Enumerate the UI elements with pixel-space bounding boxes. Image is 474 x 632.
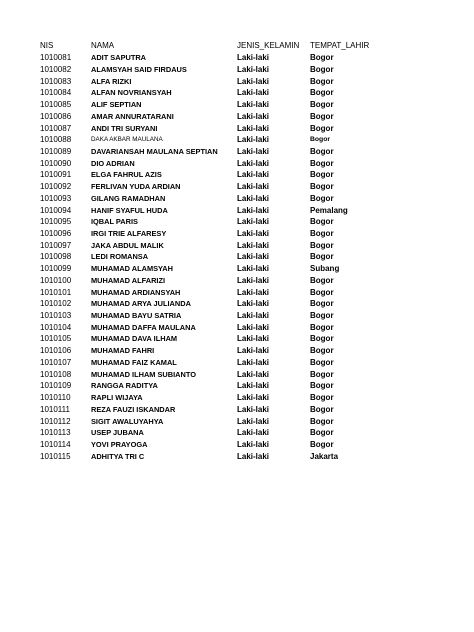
- cell-nis: 1010104: [40, 322, 72, 332]
- cell-tempat-lahir: Bogor: [310, 287, 334, 297]
- table-row: [0, 205, 474, 217]
- table-row: [0, 427, 474, 439]
- cell-nis: 1010109: [40, 381, 72, 391]
- cell-tempat-lahir: Bogor: [310, 369, 334, 379]
- cell-jenis-kelamin: Laki-laki: [237, 264, 270, 274]
- cell-nis: 1010093: [40, 193, 72, 203]
- cell-nama: ALIF SEPTIAN: [91, 100, 142, 110]
- cell-nama: SIGIT AWALUYAHYA: [91, 416, 164, 426]
- cell-tempat-lahir: Bogor: [310, 229, 334, 238]
- table-row: [0, 263, 474, 275]
- cell-jenis-kelamin: Laki-laki: [237, 217, 270, 227]
- cell-jenis-kelamin: Laki-laki: [237, 252, 270, 262]
- cell-tempat-lahir: Bogor: [310, 240, 334, 250]
- cell-nis: 1010092: [40, 182, 72, 192]
- cell-tempat-lahir: Bogor: [310, 404, 334, 414]
- cell-tempat-lahir: Pemalang: [310, 205, 348, 215]
- cell-jenis-kelamin: Laki-laki: [237, 193, 270, 203]
- cell-nama: MUHAMAD DAFFA MAULANA: [91, 322, 196, 332]
- cell-jenis-kelamin: Laki-laki: [237, 100, 270, 110]
- table-row: [0, 64, 474, 76]
- cell-nama: ADIT SAPUTRA: [91, 53, 147, 63]
- cell-nis: 1010099: [40, 264, 72, 274]
- cell-nis: 1010091: [40, 170, 72, 180]
- cell-jenis-kelamin: Laki-laki: [237, 64, 270, 74]
- cell-nis: 1010090: [40, 158, 72, 168]
- cell-nis: 1010097: [40, 240, 72, 250]
- cell-nama: FERLIVAN YUDA ARDIAN: [91, 182, 181, 192]
- table-row: [0, 240, 474, 252]
- cell-tempat-lahir: Bogor: [310, 123, 334, 133]
- cell-nis: 1010088: [40, 135, 72, 145]
- cell-nama: IQBAL PARIS: [91, 217, 138, 227]
- table-row: [0, 287, 474, 299]
- cell-nama: ELGA FAHRUL AZIS: [91, 170, 162, 180]
- cell-nama: YOVI PRAYOGA: [91, 439, 148, 449]
- cell-jenis-kelamin: Laki-laki: [237, 381, 270, 391]
- table-row: [0, 333, 474, 345]
- cell-nis: 1010113: [40, 428, 71, 438]
- table-row: [0, 99, 474, 111]
- table-row: [0, 275, 474, 287]
- cell-tempat-lahir: Bogor: [310, 322, 334, 332]
- table-row: [0, 251, 474, 263]
- table-row: [0, 322, 474, 334]
- cell-nama: DIO ADRIAN: [91, 158, 135, 168]
- cell-jenis-kelamin: Laki-laki: [237, 451, 270, 461]
- cell-jenis-kelamin: Laki-laki: [237, 205, 270, 215]
- cell-jenis-kelamin: Laki-laki: [237, 369, 270, 379]
- cell-nis: 1010087: [40, 123, 72, 133]
- table-row: [0, 345, 474, 357]
- cell-jenis-kelamin: Laki-laki: [237, 111, 270, 121]
- cell-jenis-kelamin: Laki-laki: [237, 229, 270, 238]
- table-row: [0, 404, 474, 416]
- cell-tempat-lahir: Bogor: [310, 311, 334, 321]
- table-row: [0, 357, 474, 369]
- cell-nama: GILANG RAMADHAN: [91, 193, 166, 203]
- table-row: [0, 416, 474, 428]
- cell-tempat-lahir: Bogor: [310, 252, 334, 262]
- cell-jenis-kelamin: Laki-laki: [237, 311, 270, 321]
- cell-jenis-kelamin: Laki-laki: [237, 240, 270, 250]
- cell-tempat-lahir: Bogor: [310, 357, 334, 367]
- header-nis: NIS: [40, 41, 54, 50]
- cell-tempat-lahir: Bogor: [310, 439, 334, 449]
- table-header-row: [0, 40, 474, 52]
- cell-jenis-kelamin: Laki-laki: [237, 346, 270, 356]
- table-row: [0, 216, 474, 228]
- header-nama: NAMA: [91, 41, 115, 50]
- cell-tempat-lahir: Bogor: [310, 334, 334, 344]
- cell-nis: 1010094: [40, 205, 72, 215]
- cell-nama: MUHAMAD ARYA JULIANDA: [91, 299, 191, 309]
- cell-nama: RAPLI WIJAYA: [91, 393, 143, 403]
- cell-jenis-kelamin: Laki-laki: [237, 439, 270, 449]
- cell-nama: MUHAMAD ARDIANSYAH: [91, 287, 181, 297]
- cell-jenis-kelamin: Laki-laki: [237, 170, 270, 180]
- cell-nis: 1010101: [40, 287, 72, 297]
- cell-tempat-lahir: Bogor: [310, 88, 334, 98]
- cell-nis: 1010102: [40, 299, 72, 309]
- cell-tempat-lahir: Bogor: [310, 64, 334, 74]
- table-row: [0, 228, 474, 240]
- cell-nis: 1010108: [40, 369, 72, 379]
- table-row: [0, 134, 474, 146]
- cell-tempat-lahir: Bogor: [310, 346, 334, 356]
- cell-nis: 1010115: [40, 451, 71, 461]
- cell-nama: IRGI TRIE ALFARESY: [91, 229, 167, 238]
- cell-nama: ALAMSYAH SAID FIRDAUS: [91, 64, 187, 74]
- table-row: [0, 146, 474, 158]
- cell-jenis-kelamin: Laki-laki: [237, 393, 270, 403]
- cell-nama: ALFAN NOVRIANSYAH: [91, 88, 172, 98]
- cell-nis: 1010089: [40, 146, 72, 156]
- cell-nama: MUHAMAD ILHAM SUBIANTO: [91, 369, 196, 379]
- cell-nama: AMAR ANNURATARANI: [91, 111, 174, 121]
- cell-nis: 1010082: [40, 64, 72, 74]
- cell-nis: 1010095: [40, 217, 72, 227]
- cell-nama: ADHITYA TRI C: [91, 451, 145, 461]
- cell-tempat-lahir: Bogor: [310, 193, 334, 203]
- cell-nama: DAKA AKBAR MAULANA: [91, 136, 163, 144]
- cell-nis: 1010106: [40, 346, 72, 356]
- cell-nama: DAVARIANSAH MAULANA SEPTIAN: [91, 146, 218, 156]
- cell-jenis-kelamin: Laki-laki: [237, 357, 270, 367]
- cell-nama: ANDI TRI SURYANI: [91, 123, 158, 133]
- cell-jenis-kelamin: Laki-laki: [237, 322, 270, 332]
- table-row: [0, 298, 474, 310]
- cell-tempat-lahir: Bogor: [310, 217, 334, 227]
- cell-jenis-kelamin: Laki-laki: [237, 287, 270, 297]
- cell-nama: JAKA ABDUL MALIK: [91, 240, 164, 250]
- cell-jenis-kelamin: Laki-laki: [237, 146, 270, 156]
- cell-nama: REZA FAUZI ISKANDAR: [91, 404, 176, 414]
- cell-nama: RANGGA RADITYA: [91, 381, 158, 391]
- cell-tempat-lahir: Bogor: [310, 170, 334, 180]
- cell-nis: 1010107: [40, 357, 72, 367]
- cell-tempat-lahir: Bogor: [310, 53, 334, 63]
- header-tempat-lahir: TEMPAT_LAHIR: [310, 41, 370, 50]
- cell-tempat-lahir: Jakarta: [310, 451, 339, 461]
- cell-tempat-lahir: Bogor: [310, 381, 334, 391]
- cell-nis: 1010098: [40, 252, 72, 262]
- cell-nama: ALFA RIZKI: [91, 76, 132, 86]
- cell-jenis-kelamin: Laki-laki: [237, 416, 270, 426]
- cell-tempat-lahir: Bogor: [310, 76, 334, 86]
- cell-nis: 1010096: [40, 229, 72, 238]
- table-row: [0, 87, 474, 99]
- cell-nama: HANIF SYAFUL HUDA: [91, 205, 168, 215]
- table-row: [0, 369, 474, 381]
- cell-jenis-kelamin: Laki-laki: [237, 275, 270, 285]
- table-row: [0, 310, 474, 322]
- cell-nama: MUHAMAD ALAMSYAH: [91, 264, 173, 274]
- cell-nis: 1010114: [40, 439, 71, 449]
- cell-jenis-kelamin: Laki-laki: [237, 123, 270, 133]
- cell-tempat-lahir: Bogor: [310, 100, 334, 110]
- cell-jenis-kelamin: Laki-laki: [237, 428, 270, 438]
- cell-nama: MUHAMAD DAVA ILHAM: [91, 334, 178, 344]
- cell-jenis-kelamin: Laki-laki: [237, 88, 270, 98]
- cell-tempat-lahir: Bogor: [310, 416, 334, 426]
- cell-tempat-lahir: Bogor: [310, 428, 334, 438]
- cell-nama: MUHAMAD ALFARIZI: [91, 275, 166, 285]
- cell-tempat-lahir: Bogor: [310, 136, 331, 144]
- table-row: [0, 392, 474, 404]
- cell-nama: MUHAMAD BAYU SATRIA: [91, 311, 182, 321]
- table-row: [0, 193, 474, 205]
- cell-nis: 1010103: [40, 311, 72, 321]
- cell-nis: 1010081: [40, 53, 72, 63]
- cell-nama: MUHAMAD FAIZ KAMAL: [91, 357, 177, 367]
- table-row: [0, 439, 474, 451]
- cell-nis: 1010086: [40, 111, 72, 121]
- table-row: [0, 169, 474, 181]
- cell-nis: 1010105: [40, 334, 72, 344]
- cell-jenis-kelamin: Laki-laki: [237, 76, 270, 86]
- table-row: [0, 123, 474, 135]
- cell-jenis-kelamin: Laki-laki: [237, 334, 270, 344]
- cell-nama: MUHAMAD FAHRI: [91, 346, 155, 356]
- cell-jenis-kelamin: Laki-laki: [237, 158, 270, 168]
- cell-nis: 1010110: [40, 393, 71, 403]
- table-row: [0, 76, 474, 88]
- cell-jenis-kelamin: Laki-laki: [237, 53, 270, 63]
- cell-nis: 1010111: [40, 404, 70, 414]
- cell-jenis-kelamin: Laki-laki: [237, 404, 270, 414]
- cell-tempat-lahir: Subang: [310, 264, 340, 274]
- cell-nama: LEDI ROMANSA: [91, 252, 149, 262]
- cell-tempat-lahir: Bogor: [310, 182, 334, 192]
- cell-nama: USEP JUBANA: [91, 428, 144, 438]
- table-row: [0, 451, 474, 463]
- cell-tempat-lahir: Bogor: [310, 275, 334, 285]
- cell-tempat-lahir: Bogor: [310, 299, 334, 309]
- cell-tempat-lahir: Bogor: [310, 146, 334, 156]
- cell-jenis-kelamin: Laki-laki: [237, 182, 270, 192]
- cell-tempat-lahir: Bogor: [310, 158, 334, 168]
- header-jenis-kelamin: JENIS_KELAMIN: [237, 41, 300, 50]
- table-row: [0, 380, 474, 392]
- cell-nis: 1010112: [40, 416, 71, 426]
- cell-nis: 1010083: [40, 76, 72, 86]
- table-row: [0, 52, 474, 64]
- cell-jenis-kelamin: Laki-laki: [237, 299, 270, 309]
- cell-tempat-lahir: Bogor: [310, 393, 334, 403]
- cell-jenis-kelamin: Laki-laki: [237, 135, 270, 145]
- cell-tempat-lahir: Bogor: [310, 111, 334, 121]
- cell-nis: 1010100: [40, 275, 72, 285]
- cell-nis: 1010084: [40, 88, 72, 98]
- table-row: [0, 158, 474, 170]
- table-row: [0, 181, 474, 193]
- cell-nis: 1010085: [40, 100, 72, 110]
- table-row: [0, 111, 474, 123]
